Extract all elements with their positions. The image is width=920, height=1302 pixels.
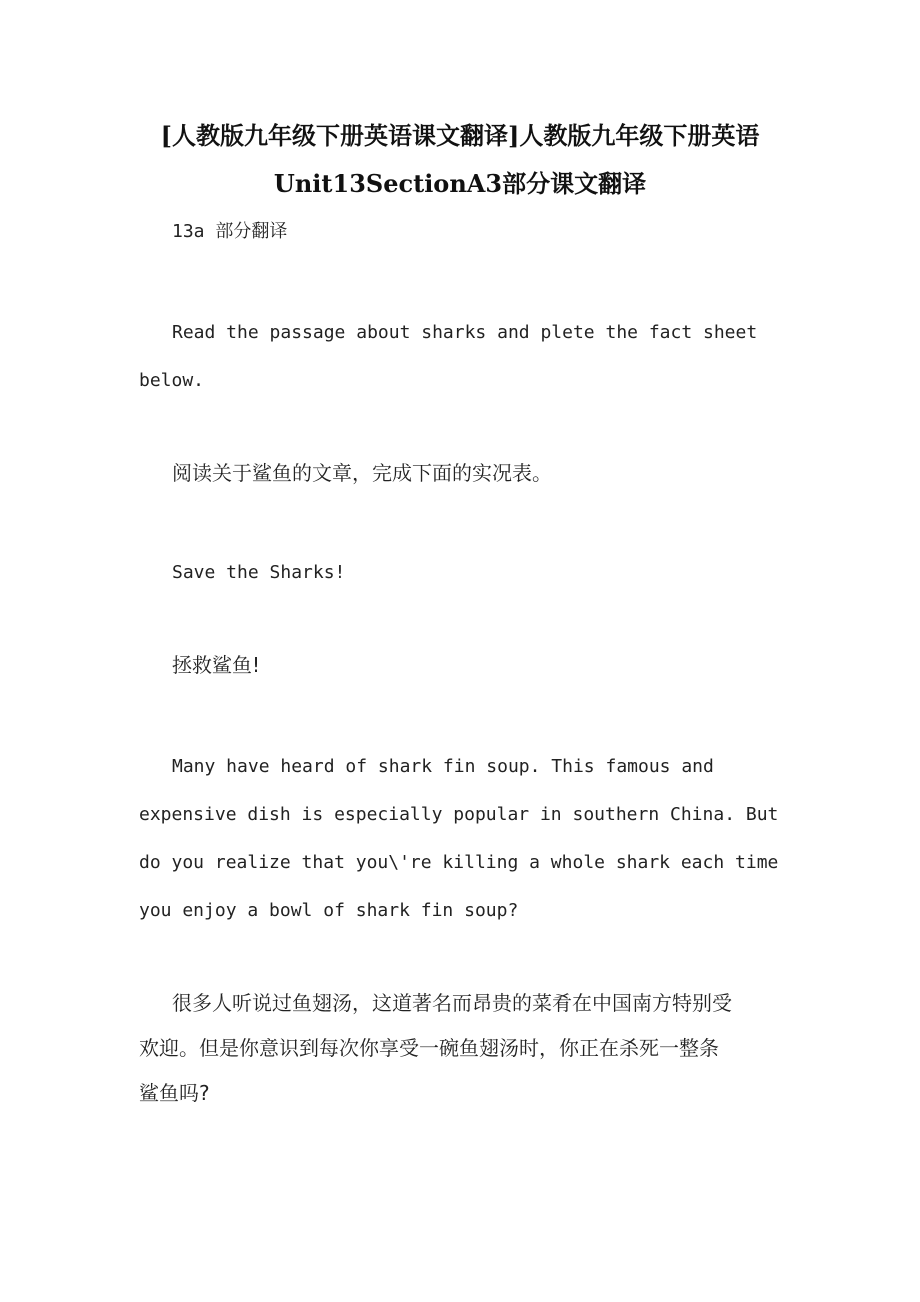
paragraph-line: expensive dish is especially popular in southern China. But [139,804,779,825]
document-title-line-1: [人教版九年级下册英语课文翻译]人教版九年级下册英语 [160,121,760,150]
passage-title-english-text: Save the Sharks! [172,562,346,583]
passage-title-chinese-text: 拯救鲨鱼! [172,653,261,677]
section-heading [139,208,799,256]
instruction-chinese-line: 阅读关于鲨鱼的文章，完成下面的实况表。 [172,461,552,485]
section-heading-text: 13a 部分翻译 [172,221,288,242]
passage-title-chinese [139,643,799,688]
document-title-line-2: Unit13SectionA3部分课文翻译 [273,169,647,198]
paragraph-line: do you realize that you\'re killing a whole shark each time [139,852,779,873]
paragraph-line: 很多人听说过鱼翅汤，这道著名而昂贵的菜肴在中国南方特别受 [172,991,732,1015]
passage-title-english [139,549,799,597]
paragraph-line: 欢迎。但是你意识到每次你享受一碗鱼翅汤时，你正在杀死一整条 [139,1036,719,1060]
instruction-chinese [139,451,799,496]
paragraph-1-chinese [139,981,799,1116]
paragraph-line: you enjoy a bowl of shark fin soup? [139,900,519,921]
instruction-english [139,309,799,405]
paragraph-line: Many have heard of shark fin soup. This famous and [172,756,714,777]
paragraph-1-english [139,743,799,935]
instruction-english-line: below. [139,370,205,391]
instruction-english-line: Read the passage about sharks and plete the fact sheet [172,322,758,343]
paragraph-line: 鲨鱼吗? [139,1081,210,1105]
